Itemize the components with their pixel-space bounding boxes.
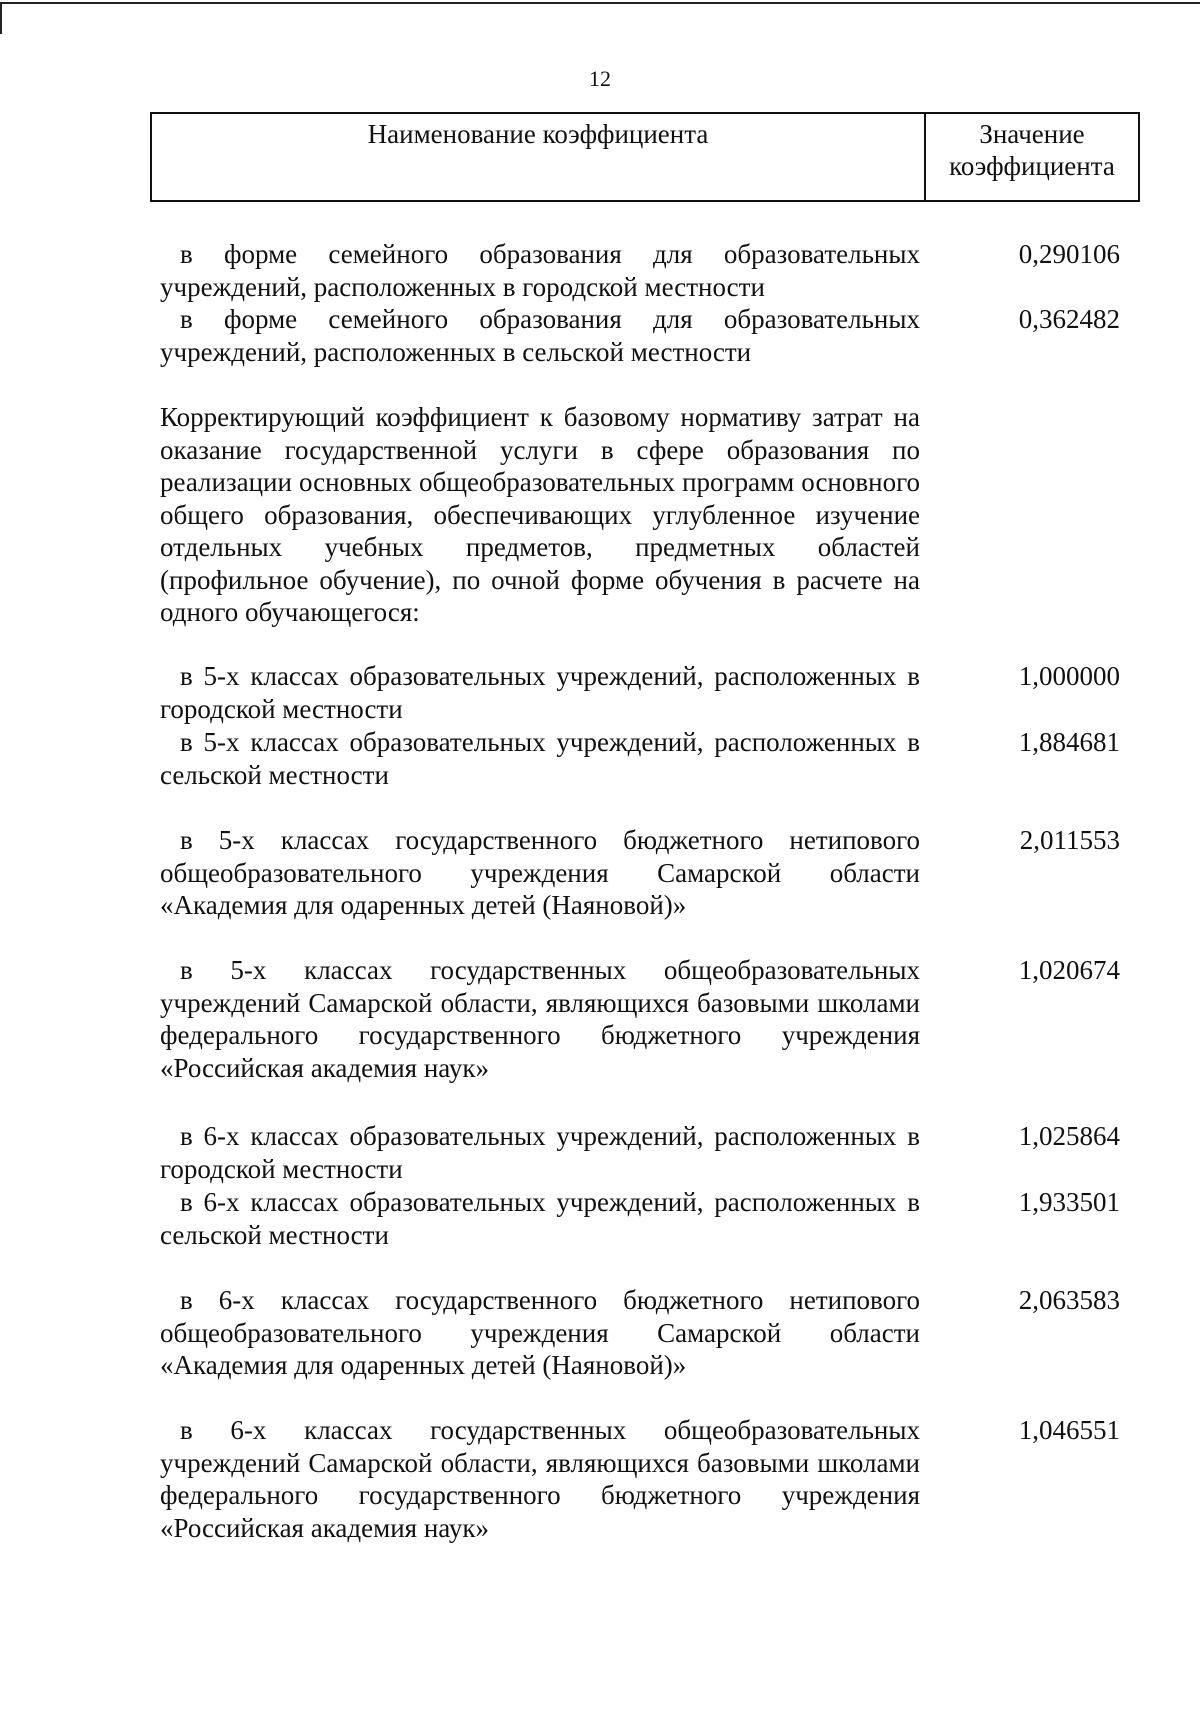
column-header-value-line1: Значение — [979, 119, 1085, 149]
coefficient-value: 1,000000 — [1018, 661, 1120, 691]
coefficient-name: в 5-х классах государственных общеобразовательных учреждений Самарской области, являющихся базовыми школами федерального государственного бюджетного учреждения «Российская академия наук» — [160, 955, 920, 1083]
coefficient-name: в форме семейного образования для образовательных учреждений, расположенных в городской местности — [160, 239, 920, 302]
coefficient-value: 1,025864 — [1018, 1121, 1120, 1151]
coefficient-value: 1,046551 — [1018, 1415, 1120, 1445]
coefficient-value: 1,933501 — [1018, 1187, 1120, 1217]
coefficient-value: 1,884681 — [1018, 727, 1120, 757]
column-header-value — [926, 114, 1138, 200]
coefficient-value: 1,020674 — [1018, 955, 1120, 985]
coefficient-name: в 5-х классах образовательных учреждений, расположенных в сельской местности — [160, 727, 920, 790]
column-header-name: Наименование коэффициента — [152, 114, 926, 200]
coefficient-name: в 5-х классах образовательных учреждений, расположенных в городской местности — [160, 661, 920, 724]
coefficient-value: 2,011553 — [1019, 825, 1120, 855]
coefficient-value: 0,362482 — [1018, 304, 1120, 334]
coefficient-name: в 6-х классах образовательных учреждений, расположенных в сельской местности — [160, 1187, 920, 1250]
scan-edge-mark — [0, 4, 2, 34]
coefficient-name: в 6-х классах государственного бюджетного нетипового общеобразовательного учреждения Самарской области «Академия для одаренных детей (Наяновой)» — [160, 1285, 920, 1380]
coefficient-name: в 5-х классах государственного бюджетного нетипового общеобразовательного учреждения Самарской области «Академия для одаренных детей (Наяновой)» — [160, 825, 920, 920]
coefficient-value: 0,290106 — [1018, 239, 1120, 269]
column-header-value-line2: коэффициента — [949, 151, 1115, 181]
coefficient-value: 2,063583 — [1018, 1285, 1120, 1315]
coefficient-name: в 6-х классах государственных общеобразовательных учреждений Самарской области, являющихся базовыми школами федерального государственного бюджетного учреждения «Российская академия наук» — [160, 1415, 920, 1543]
table-header — [150, 112, 1140, 202]
coefficient-name: в 6-х классах образовательных учреждений, расположенных в городской местности — [160, 1121, 920, 1184]
page-number: 12 — [589, 66, 611, 91]
section-title: Корректирующий коэффициент к базовому нормативу затрат на оказание государственной услуги в сфере образования по реализации основных общеобразовательных программ основного общего образования, обеспечивающих углубленное изучение отдельных учебных предметов, предметных областей (профильное обучение), по очной форме обучения в расчете на одного обучающегося: — [160, 402, 920, 627]
coefficient-name: в форме семейного образования для образовательных учреждений, расположенных в сельской местности — [160, 304, 920, 367]
scan-edge-line — [0, 2, 1200, 4]
